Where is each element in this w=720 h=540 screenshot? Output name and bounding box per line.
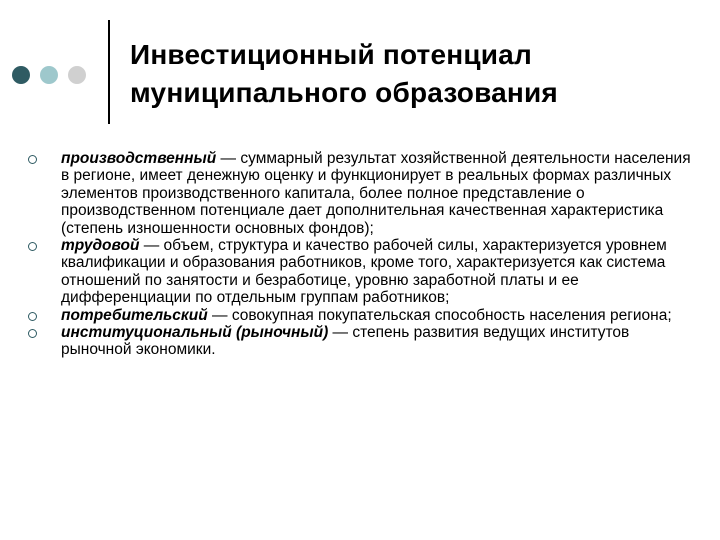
title-line-2: муниципального образования — [130, 77, 558, 108]
item-term: трудовой — [61, 237, 140, 255]
bullet-circle-icon — [28, 155, 37, 164]
item-text: — суммарный результат хозяйственной деятельности населения в регионе, имеет денежную оценку и функционирует в реальных формах различных элементов производственного капитала, более полное представление о производственном потенциале дает дополнительная качественная характеристика (степень изношенности основных фондов); — [61, 150, 691, 237]
item-term: институциональный (рыночный) — [61, 324, 329, 342]
list-item — [28, 150, 698, 237]
item-term: потребительский — [61, 306, 208, 324]
list-item — [28, 307, 698, 324]
item-text: — объем, структура и качество рабочей силы, характеризуется уровнем квалификации и образования работников, кроме того, характеризуется как система отношений по занятости и безработице, уровню заработной платы и ее дифференциации по отдельным группам работников; — [61, 237, 667, 307]
bullet-circle-icon — [28, 329, 37, 338]
slide-title — [130, 36, 700, 112]
bullet-circle-icon — [28, 312, 37, 321]
item-text: — степень развития ведущих институтов рыночной экономики. — [61, 324, 630, 359]
title-divider — [108, 20, 110, 124]
item-text: — совокупная покупательская способность населения региона; — [207, 306, 672, 324]
list-item — [28, 237, 698, 307]
decorative-dots — [12, 66, 102, 86]
bullet-list — [28, 150, 698, 359]
bullet-circle-icon — [28, 242, 37, 251]
dot-mid-icon — [40, 66, 58, 84]
title-line-1: Инвестиционный потенциал — [130, 39, 532, 70]
dot-light-icon — [68, 66, 86, 84]
dot-dark-icon — [12, 66, 30, 84]
item-term: производственный — [61, 150, 217, 167]
list-item — [28, 324, 698, 359]
